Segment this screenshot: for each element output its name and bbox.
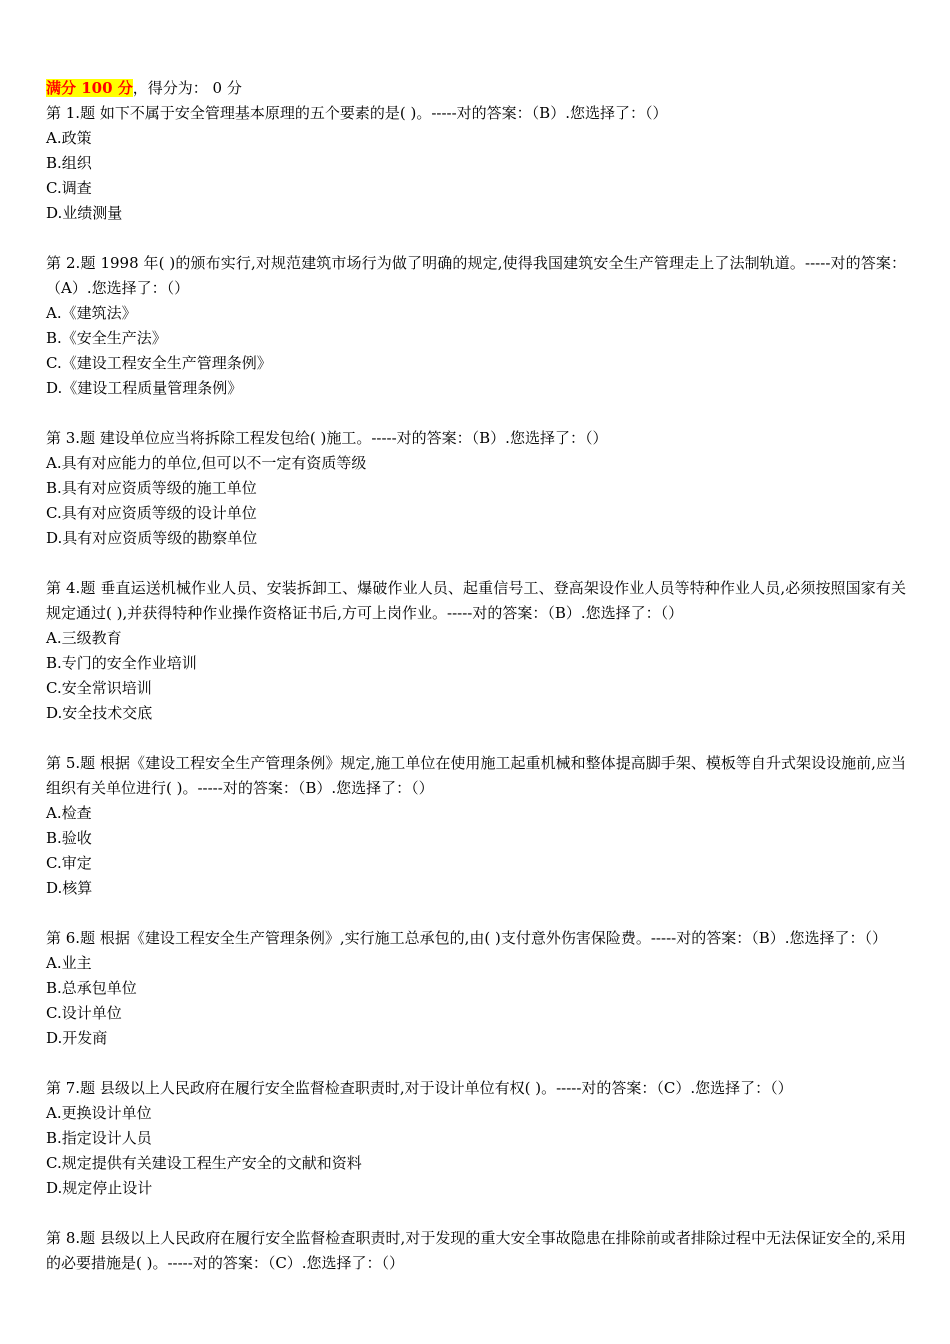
answer-option: B.组织 [46,154,92,172]
question-block [46,426,906,551]
question-text: 第 6.题 根据《建设工程安全生产管理条例》,实行施工总承包的,由( )支付意外伤害保险费。-----对的答案：（B）.您选择了：（） [46,929,887,947]
answer-option: A.具有对应能力的单位,但可以不一定有资质等级 [46,454,367,472]
answer-option: B.总承包单位 [46,979,137,997]
answer-option: C.设计单位 [46,1004,122,1022]
answer-option: C.具有对应资质等级的设计单位 [46,504,257,522]
answer-option: D.规定停止设计 [46,1179,153,1197]
answer-option: C.审定 [46,854,92,872]
question-block [46,1226,906,1276]
answer-option: A.政策 [46,129,92,147]
answer-option: A.三级教育 [46,629,122,647]
answer-option: A.更换设计单位 [46,1104,152,1122]
answer-option: D.《建设工程质量管理条例》 [46,379,243,397]
answer-option: B.验收 [46,829,92,847]
question-block [46,926,906,1051]
question-block [46,251,906,401]
answer-option: A.业主 [46,954,92,972]
question-block [46,576,906,726]
answer-option: C.调查 [46,179,92,197]
document-page [46,76,906,1301]
answer-option: B.具有对应资质等级的施工单位 [46,479,257,497]
question-text: 第 8.题 县级以上人民政府在履行安全监督检查职责时,对于发现的重大安全事故隐患在排除前或者排除过程中无法保证安全的,采用的必要措施是( )。-----对的答案：（C）.您选择了：（） [46,1229,906,1272]
answer-option: C.规定提供有关建设工程生产安全的文献和资料 [46,1154,362,1172]
question-block [46,751,906,901]
answer-option: D.开发商 [46,1029,108,1047]
question-text: 第 4.题 垂直运送机械作业人员、安装拆卸工、爆破作业人员、起重信号工、登高架设作业人员等特种作业人员,必须按照国家有关规定通过( ),并获得特种作业操作资格证书后,方可上岗作业。-----对的答案：（B）.您选择了：（） [46,579,906,622]
answer-option: D.安全技术交底 [46,704,153,722]
question-block [46,1076,906,1201]
answer-option: B.《安全生产法》 [46,329,167,347]
question-text: 第 2.题 1998 年( )的颁布实行,对规范建筑市场行为做了明确的规定,使得我国建筑安全生产管理走上了法制轨道。-----对的答案：（A）.您选择了：（） [46,254,906,297]
score-line [46,76,906,101]
answer-option: D.业绩测量 [46,204,123,222]
answer-option: C.安全常识培训 [46,679,152,697]
score-result: ，得分为： 0 分 [132,79,242,97]
question-list [46,101,906,1276]
answer-option: A.《建筑法》 [46,304,137,322]
answer-option: B.专门的安全作业培训 [46,654,197,672]
answer-option: C.《建设工程安全生产管理条例》 [46,354,272,372]
full-score-highlight: 满分 100 分 [46,79,133,97]
question-block [46,101,906,226]
answer-option: B.指定设计人员 [46,1129,152,1147]
question-text: 第 7.题 县级以上人民政府在履行安全监督检查职责时,对于设计单位有权( )。-----对的答案：（C）.您选择了：（） [46,1079,793,1097]
question-text: 第 1.题 如下不属于安全管理基本原理的五个要素的是( )。-----对的答案：（B）.您选择了：（） [46,104,668,122]
answer-option: A.检查 [46,804,92,822]
answer-option: D.核算 [46,879,93,897]
answer-option: D.具有对应资质等级的勘察单位 [46,529,258,547]
question-text: 第 5.题 根据《建设工程安全生产管理条例》规定,施工单位在使用施工起重机械和整体提高脚手架、模板等自升式架设设施前,应当组织有关单位进行( )。-----对的答案：（B）.您选择了：（） [46,754,906,797]
question-text: 第 3.题 建设单位应当将拆除工程发包给( )施工。-----对的答案：（B）.您选择了：（） [46,429,608,447]
